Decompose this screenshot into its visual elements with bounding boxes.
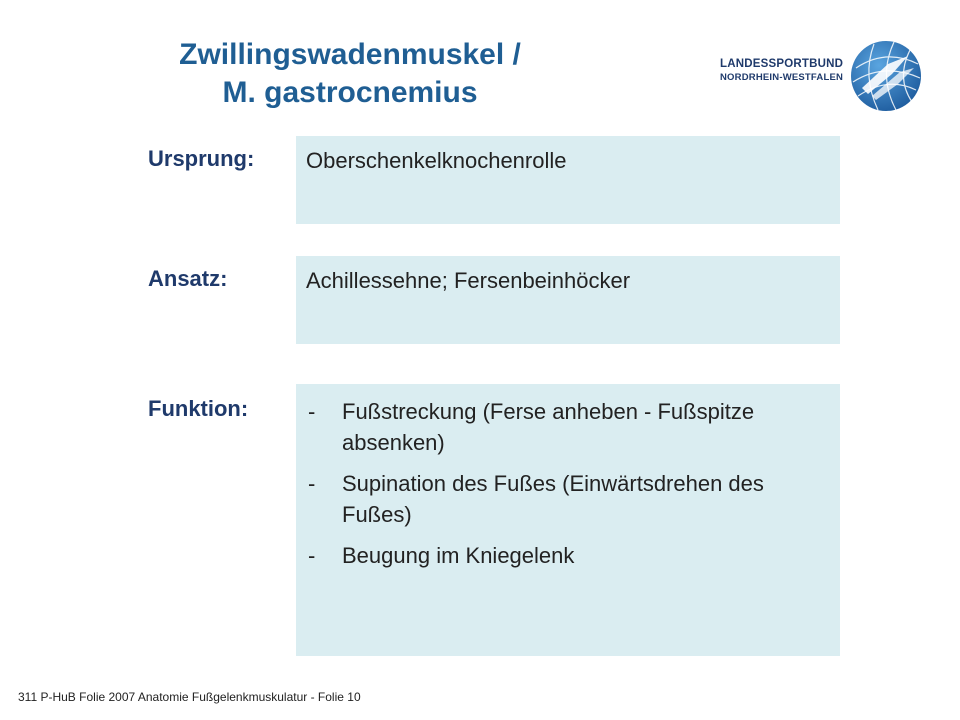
ursprung-box [296, 136, 840, 224]
bullet-dash: - [308, 399, 316, 424]
ursprung-value: Oberschenkelknochenrolle [306, 148, 567, 173]
list-item-text: Fußstreckung (Ferse anheben - Fußspitze absenken) [342, 399, 755, 455]
ansatz-value: Achillessehne; Fersenbeinhöcker [306, 268, 631, 293]
list-item [306, 468, 826, 530]
list-item [306, 540, 826, 571]
logo-line-2: NORDRHEIN-WESTFALEN [720, 72, 844, 83]
list-item [306, 396, 826, 458]
landessportbund-logo [720, 38, 925, 118]
funktion-box [296, 384, 840, 656]
slide-footer: 311 P-HuB Folie 2007 Anatomie Fußgelenkmuskulatur - Folie 10 [18, 690, 361, 704]
list-item-text: Supination des Fußes (Einwärtsdrehen des Fußes) [342, 471, 764, 527]
slide-title [100, 36, 600, 112]
ansatz-box [296, 256, 840, 344]
bullet-dash: - [308, 471, 316, 496]
globe-logo-icon [848, 38, 924, 114]
ursprung-label: Ursprung: [148, 146, 255, 171]
logo-line-1: LANDESSPORTBUND [720, 58, 844, 70]
list-item-text: Beugung im Kniegelenk [342, 543, 575, 568]
logo-text [720, 58, 845, 83]
funktion-label: Funktion: [148, 396, 249, 421]
ansatz-label: Ansatz: [148, 266, 228, 291]
bullet-dash: - [308, 543, 316, 568]
title-line-1: Zwillingswadenmuskel / [179, 38, 521, 71]
funktion-list [306, 396, 826, 581]
title-line-2: M. gastrocnemius [222, 76, 478, 109]
